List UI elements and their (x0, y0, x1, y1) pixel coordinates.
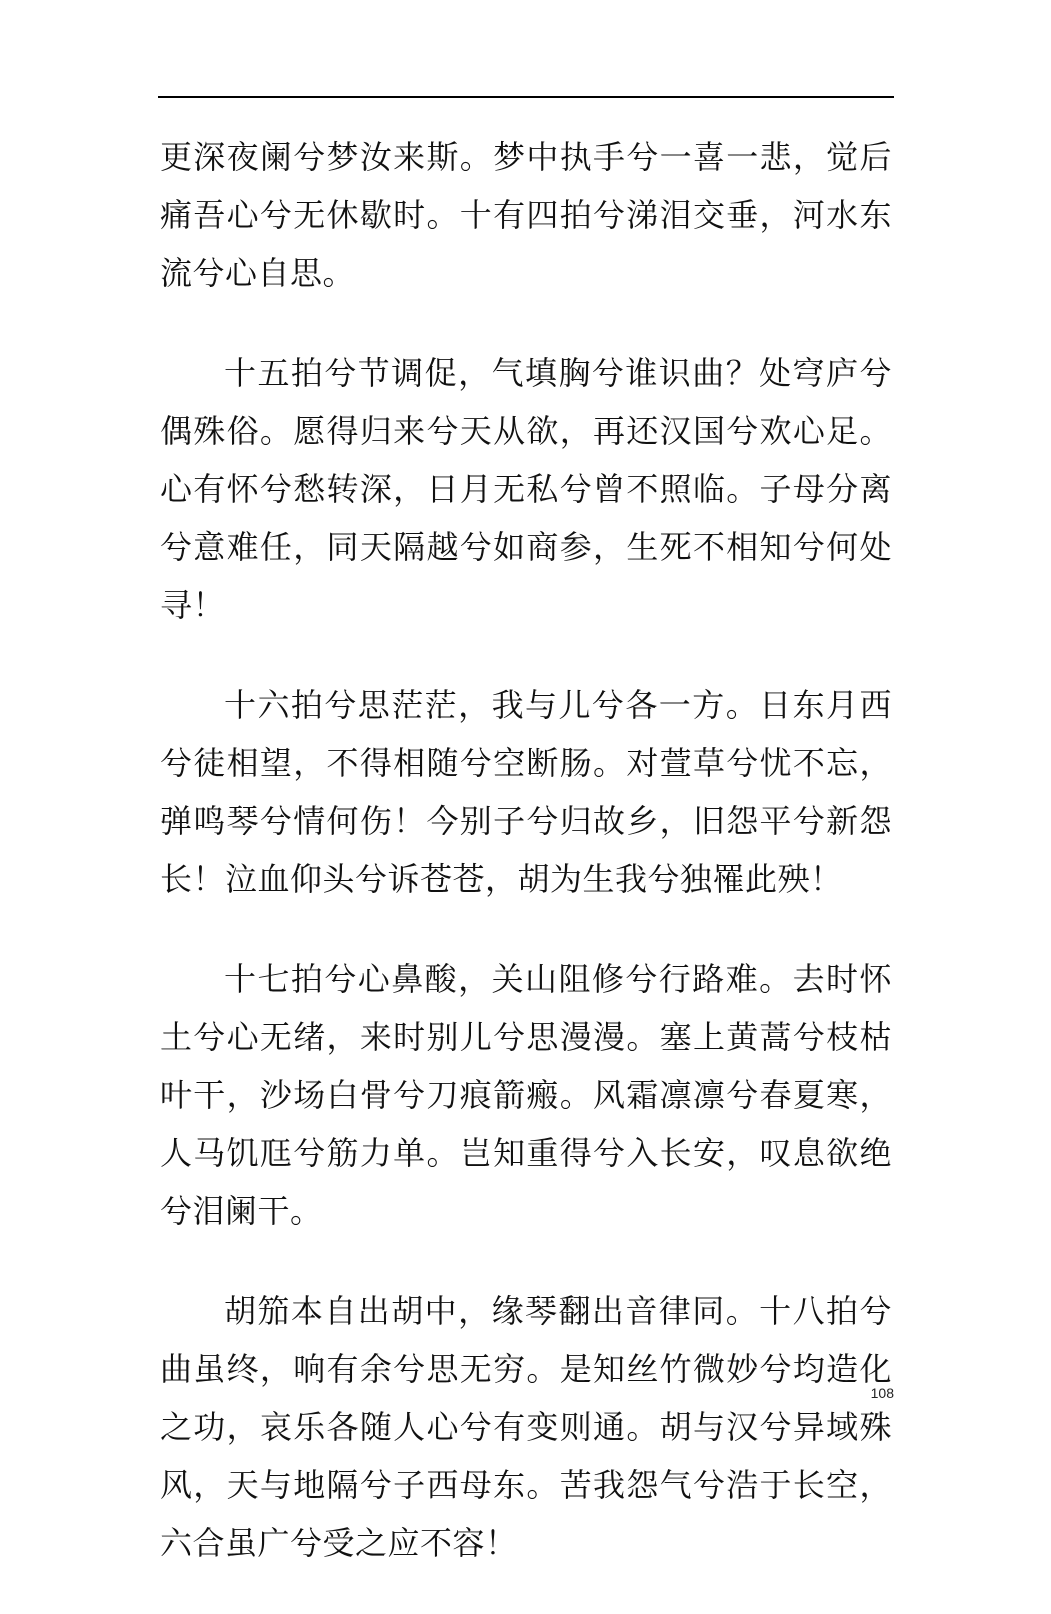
page-number: 108 (870, 1385, 894, 1401)
paragraph: 十七拍兮心鼻酸，关山阻修兮行路难。去时怀土兮心无绪，来时别儿兮思漫漫。塞上黄蒿兮枝枯叶干，沙场白骨兮刀痕箭瘢。风霜凛凛兮春夏寒，人马饥尫兮筋力单。岂知重得兮入长安，叹息欲绝兮泪阑干。 (160, 960, 892, 1230)
paragraph: 十六拍兮思茫茫，我与儿兮各一方。日东月西兮徒相望，不得相随兮空断肠。对萱草兮忧不忘，弹鸣琴兮情何伤！今别子兮归故乡，旧怨平兮新怨长！泣血仰头兮诉苍苍，胡为生我兮独罹此殃！ (160, 686, 892, 898)
paragraph: 更深夜阑兮梦汝来斯。梦中执手兮一喜一悲，觉后痛吾心兮无休歇时。十有四拍兮涕泪交垂，河水东流兮心自思。 (160, 138, 892, 292)
header-rule (158, 96, 894, 98)
paragraph: 十五拍兮节调促，气填胸兮谁识曲？处穹庐兮偶殊俗。愿得归来兮天从欲，再还汉国兮欢心足。心有怀兮愁转深，日月无私兮曾不照临。子母分离兮意难任，同天隔越兮如商参，生死不相知兮何处寻！ (160, 354, 892, 624)
body-text (160, 128, 892, 1614)
paragraph: 胡笳本自出胡中，缘琴翻出音律同。十八拍兮曲虽终，响有余兮思无穷。是知丝竹微妙兮均造化之功，哀乐各随人心兮有变则通。胡与汉兮异域殊风，天与地隔兮子西母东。苦我怨气兮浩于长空，六合虽广兮受之应不容！ (160, 1292, 892, 1562)
